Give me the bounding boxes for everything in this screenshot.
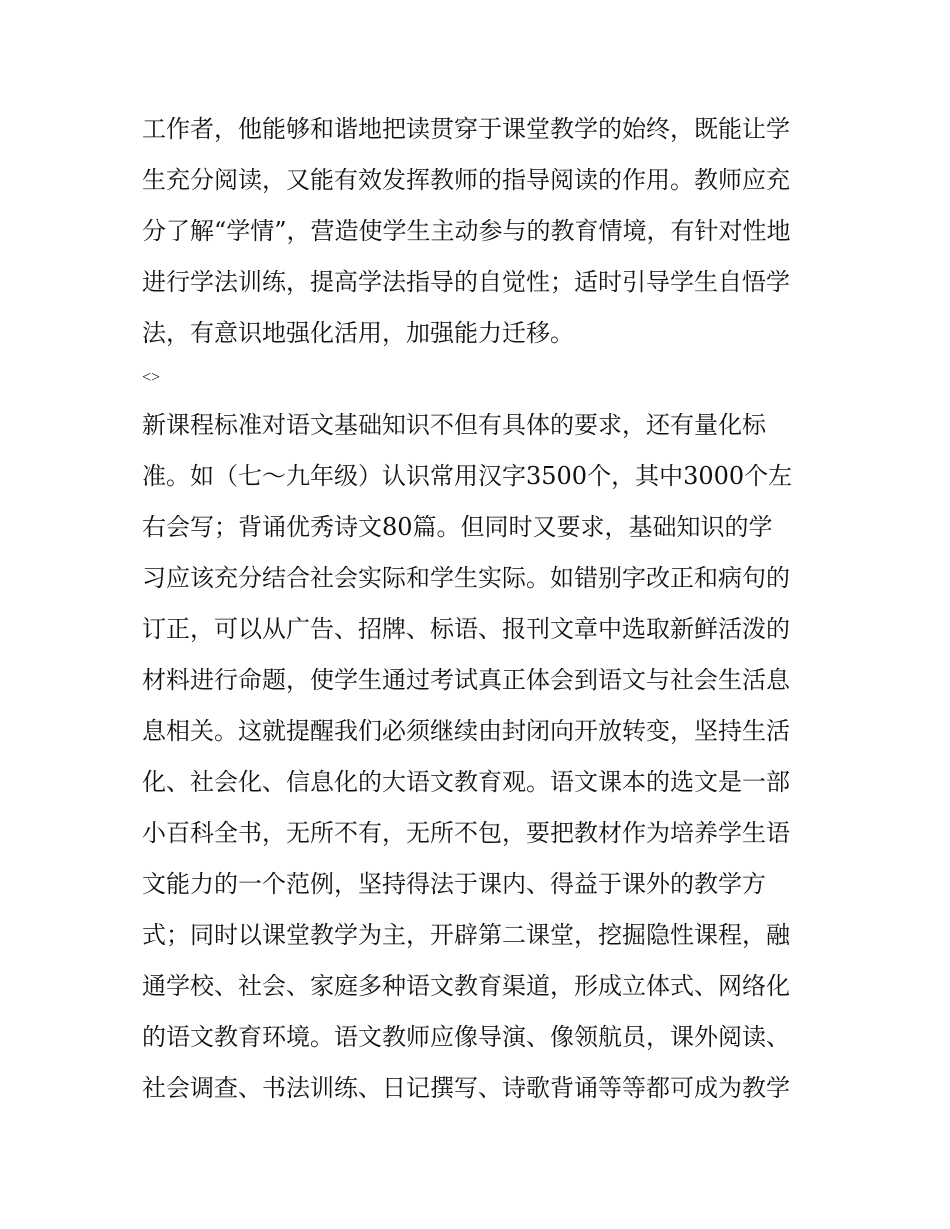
text-line: 右会写；背诵优秀诗文80篇。但同时又要求，基础知识的学	[142, 513, 773, 541]
text-line: 社会调查、书法训练、日记撰写、诗歌背诵等等都可成为教学	[142, 1074, 790, 1102]
text-line: 准。如（七～九年级）认识常用汉字3500个，其中3000个左	[142, 462, 793, 490]
text-line: 分了解“学情”，营造使学生主动参与的教育情境，有针对性地	[142, 217, 791, 245]
paragraph-2	[142, 400, 812, 1114]
text-line: 生充分阅读，又能有效发挥教师的指导阅读的作用。教师应充	[142, 166, 790, 194]
text-line: 订正，可以从广告、招牌、标语、报刊文章中选取新鲜活泼的	[142, 615, 790, 643]
text-line: 习应该充分结合社会实际和学生实际。如错别字改正和病句的	[142, 564, 790, 592]
paragraph-1	[142, 104, 812, 359]
text-line: 的语文教育环境。语文教师应像导演、像领航员，课外阅读、	[142, 1023, 790, 1051]
text-line: 化、社会化、信息化的大语文教育观。语文课本的选文是一部	[142, 768, 790, 796]
text-line: 进行学法训练，提高学法指导的自觉性；适时引导学生自悟学	[142, 268, 790, 296]
text-line: 文能力的一个范例，坚持得法于课内、得益于课外的教学方	[142, 870, 766, 898]
text-line: 息相关。这就提醒我们必须继续由封闭向开放转变，坚持生活	[142, 717, 790, 745]
text-line: 材料进行命题，使学生通过考试真正体会到语文与社会生活息	[142, 666, 790, 694]
text-line: 工作者，他能够和谐地把读贯穿于课堂教学的始终，既能让学	[142, 115, 790, 143]
section-marker: <>	[142, 369, 161, 386]
text-line: 通学校、社会、家庭多种语文教育渠道，形成立体式、网络化	[142, 972, 790, 1000]
text-line: 式；同时以课堂教学为主，开辟第二课堂，挖掘隐性课程，融	[142, 921, 790, 949]
text-line: 新课程标准对语文基础知识不但有具体的要求，还有量化标	[142, 411, 766, 439]
text-line: 法，有意识地强化活用，加强能力迁移。	[142, 319, 574, 347]
text-line: 小百科全书，无所不有，无所不包，要把教材作为培养学生语	[142, 819, 790, 847]
